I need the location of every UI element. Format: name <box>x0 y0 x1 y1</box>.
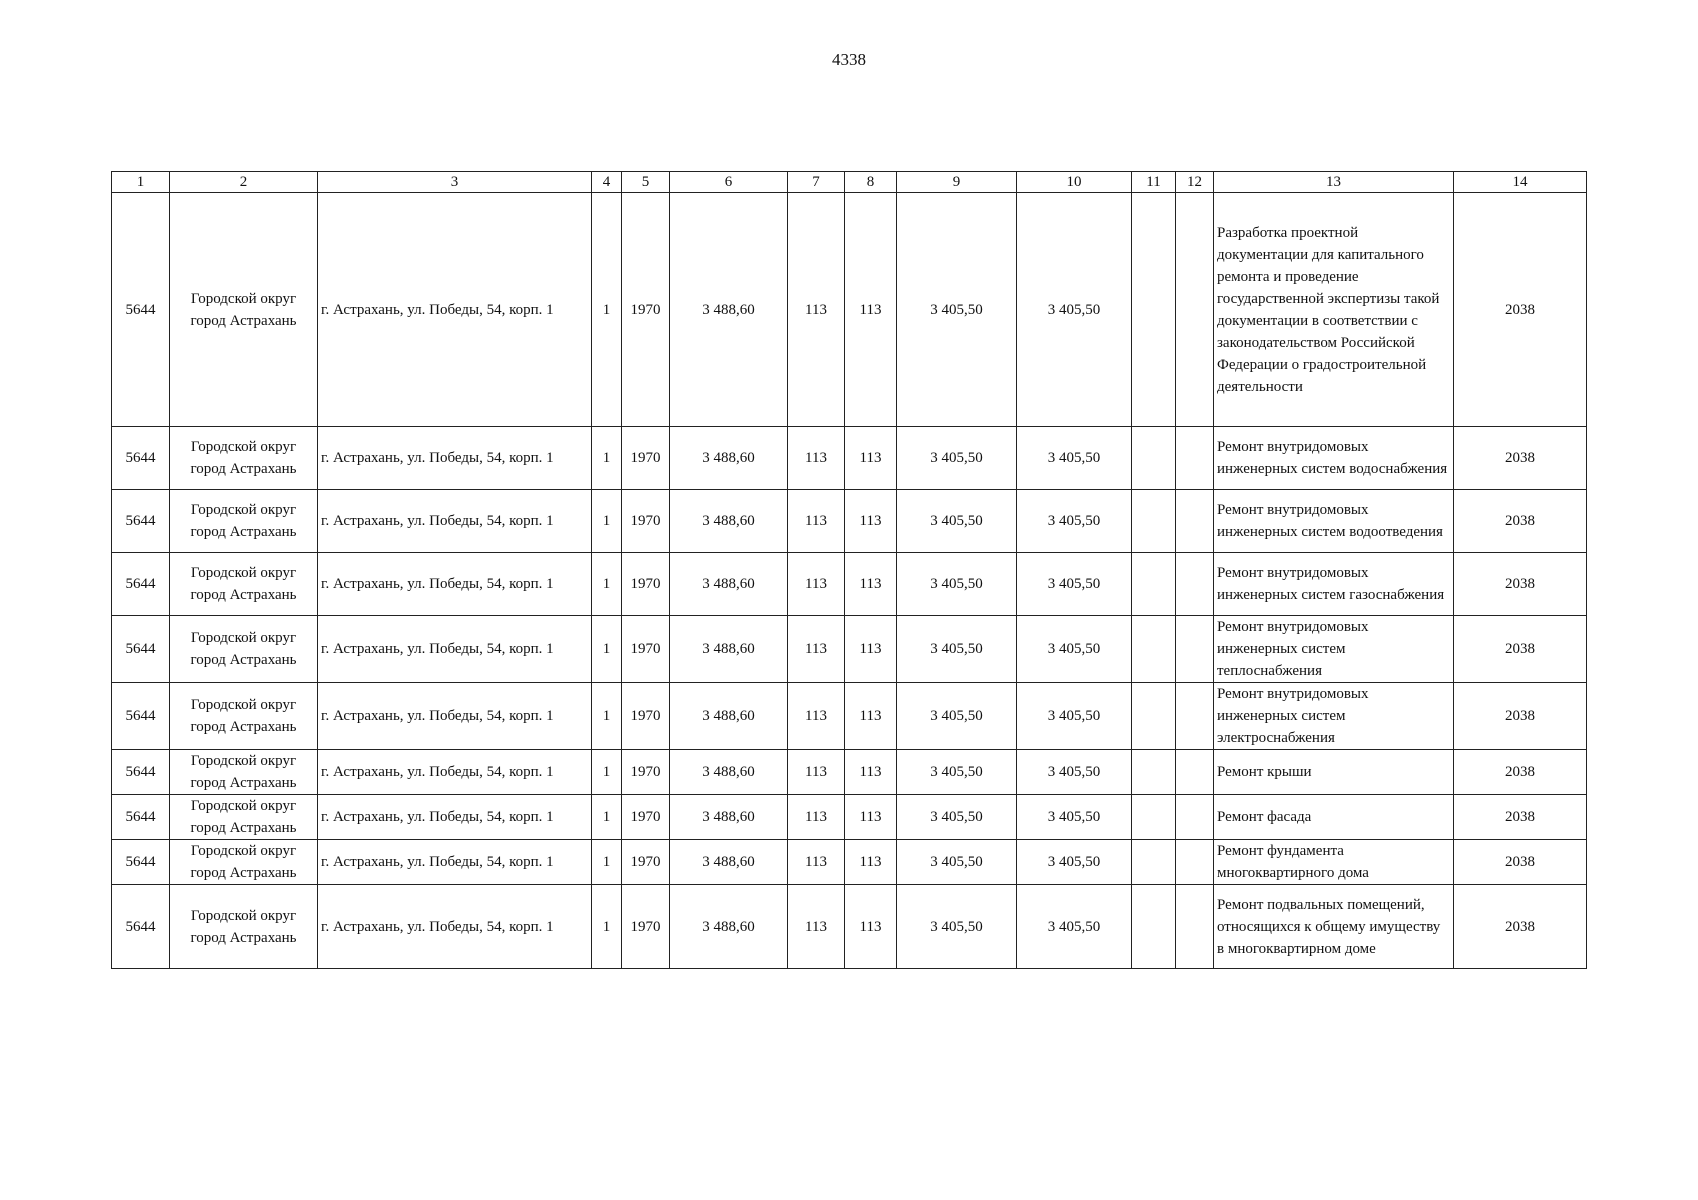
cell-col4: 1 <box>592 683 622 750</box>
cell-col9: 3 405,50 <box>897 795 1017 840</box>
col-header-4: 4 <box>592 172 622 193</box>
cell-plan-year: 2038 <box>1454 795 1587 840</box>
col-header-11: 11 <box>1132 172 1176 193</box>
cell-col10: 3 405,50 <box>1017 193 1132 427</box>
cell-col12 <box>1176 616 1214 683</box>
cell-col11 <box>1132 795 1176 840</box>
cell-address: г. Астрахань, ул. Победы, 54, корп. 1 <box>318 193 592 427</box>
cell-col9: 3 405,50 <box>897 553 1017 616</box>
cell-col4: 1 <box>592 885 622 969</box>
cell-work-type: Ремонт крыши <box>1214 750 1454 795</box>
cell-address: г. Астрахань, ул. Победы, 54, корп. 1 <box>318 840 592 885</box>
cell-id: 5644 <box>112 427 170 490</box>
cell-municipality: Городской округ город Астрахань <box>170 490 318 553</box>
cell-col10: 3 405,50 <box>1017 427 1132 490</box>
cell-col7: 113 <box>788 616 845 683</box>
cell-col6: 3 488,60 <box>670 553 788 616</box>
cell-col6: 3 488,60 <box>670 490 788 553</box>
cell-col4: 1 <box>592 750 622 795</box>
cell-municipality: Городской округ город Астрахань <box>170 840 318 885</box>
cell-col12 <box>1176 750 1214 795</box>
cell-col4: 1 <box>592 616 622 683</box>
cell-col8: 113 <box>845 885 897 969</box>
cell-work-type: Ремонт внутридомовых инженерных систем электроснабжения <box>1214 683 1454 750</box>
cell-col10: 3 405,50 <box>1017 616 1132 683</box>
cell-plan-year: 2038 <box>1454 616 1587 683</box>
cell-col4: 1 <box>592 193 622 427</box>
cell-col11 <box>1132 490 1176 553</box>
cell-work-type: Разработка проектной документации для капитального ремонта и проведение государственной экспертизы такой документации в соответствии с законодательством Российской Федерации о градостроительной деятельности <box>1214 193 1454 427</box>
cell-col12 <box>1176 553 1214 616</box>
cell-year: 1970 <box>622 193 670 427</box>
col-header-8: 8 <box>845 172 897 193</box>
cell-year: 1970 <box>622 885 670 969</box>
cell-year: 1970 <box>622 553 670 616</box>
cell-plan-year: 2038 <box>1454 750 1587 795</box>
col-header-2: 2 <box>170 172 318 193</box>
cell-year: 1970 <box>622 616 670 683</box>
cell-col11 <box>1132 840 1176 885</box>
capital-repair-table <box>111 171 1587 969</box>
col-header-14: 14 <box>1454 172 1587 193</box>
cell-municipality: Городской округ город Астрахань <box>170 193 318 427</box>
cell-col9: 3 405,50 <box>897 193 1017 427</box>
cell-municipality: Городской округ город Астрахань <box>170 795 318 840</box>
table-row <box>112 750 1587 795</box>
cell-address: г. Астрахань, ул. Победы, 54, корп. 1 <box>318 616 592 683</box>
cell-work-type: Ремонт внутридомовых инженерных систем теплоснабжения <box>1214 616 1454 683</box>
cell-work-type: Ремонт фундамента многоквартирного дома <box>1214 840 1454 885</box>
cell-id: 5644 <box>112 750 170 795</box>
cell-col8: 113 <box>845 490 897 553</box>
cell-col4: 1 <box>592 427 622 490</box>
cell-col4: 1 <box>592 553 622 616</box>
cell-plan-year: 2038 <box>1454 193 1587 427</box>
cell-col8: 113 <box>845 795 897 840</box>
cell-col11 <box>1132 885 1176 969</box>
cell-col12 <box>1176 795 1214 840</box>
cell-col6: 3 488,60 <box>670 616 788 683</box>
cell-col11 <box>1132 750 1176 795</box>
cell-id: 5644 <box>112 683 170 750</box>
cell-col12 <box>1176 193 1214 427</box>
cell-col11 <box>1132 683 1176 750</box>
cell-col12 <box>1176 840 1214 885</box>
cell-address: г. Астрахань, ул. Победы, 54, корп. 1 <box>318 427 592 490</box>
cell-col10: 3 405,50 <box>1017 750 1132 795</box>
cell-col8: 113 <box>845 616 897 683</box>
col-header-12: 12 <box>1176 172 1214 193</box>
cell-col9: 3 405,50 <box>897 885 1017 969</box>
cell-col6: 3 488,60 <box>670 840 788 885</box>
header-row <box>112 172 1587 193</box>
cell-work-type: Ремонт внутридомовых инженерных систем газоснабжения <box>1214 553 1454 616</box>
cell-col10: 3 405,50 <box>1017 795 1132 840</box>
cell-year: 1970 <box>622 490 670 553</box>
cell-id: 5644 <box>112 193 170 427</box>
cell-col10: 3 405,50 <box>1017 553 1132 616</box>
cell-id: 5644 <box>112 795 170 840</box>
cell-col6: 3 488,60 <box>670 885 788 969</box>
cell-col7: 113 <box>788 490 845 553</box>
cell-col11 <box>1132 553 1176 616</box>
col-header-6: 6 <box>670 172 788 193</box>
table-row <box>112 553 1587 616</box>
col-header-3: 3 <box>318 172 592 193</box>
col-header-13: 13 <box>1214 172 1454 193</box>
table-row <box>112 683 1587 750</box>
cell-address: г. Астрахань, ул. Победы, 54, корп. 1 <box>318 683 592 750</box>
cell-col9: 3 405,50 <box>897 840 1017 885</box>
cell-col6: 3 488,60 <box>670 795 788 840</box>
cell-col8: 113 <box>845 840 897 885</box>
cell-municipality: Городской округ город Астрахань <box>170 553 318 616</box>
cell-address: г. Астрахань, ул. Победы, 54, корп. 1 <box>318 750 592 795</box>
cell-plan-year: 2038 <box>1454 885 1587 969</box>
cell-col11 <box>1132 616 1176 683</box>
cell-col7: 113 <box>788 750 845 795</box>
cell-col10: 3 405,50 <box>1017 490 1132 553</box>
cell-col7: 113 <box>788 885 845 969</box>
cell-work-type: Ремонт фасада <box>1214 795 1454 840</box>
cell-municipality: Городской округ город Астрахань <box>170 885 318 969</box>
cell-municipality: Городской округ город Астрахань <box>170 683 318 750</box>
cell-year: 1970 <box>622 795 670 840</box>
cell-col9: 3 405,50 <box>897 616 1017 683</box>
cell-municipality: Городской округ город Астрахань <box>170 427 318 490</box>
table-row <box>112 795 1587 840</box>
cell-work-type: Ремонт внутридомовых инженерных систем водоснабжения <box>1214 427 1454 490</box>
cell-col6: 3 488,60 <box>670 427 788 490</box>
cell-col6: 3 488,60 <box>670 750 788 795</box>
cell-col7: 113 <box>788 795 845 840</box>
page-number: 4338 <box>832 50 866 69</box>
cell-municipality: Городской округ город Астрахань <box>170 750 318 795</box>
cell-col7: 113 <box>788 193 845 427</box>
col-header-9: 9 <box>897 172 1017 193</box>
cell-work-type: Ремонт подвальных помещений, относящихся к общему имуществу в многоквартирном доме <box>1214 885 1454 969</box>
cell-col11 <box>1132 427 1176 490</box>
cell-id: 5644 <box>112 885 170 969</box>
cell-col7: 113 <box>788 553 845 616</box>
cell-col12 <box>1176 490 1214 553</box>
cell-id: 5644 <box>112 490 170 553</box>
cell-plan-year: 2038 <box>1454 553 1587 616</box>
cell-col12 <box>1176 885 1214 969</box>
cell-col8: 113 <box>845 683 897 750</box>
cell-col10: 3 405,50 <box>1017 885 1132 969</box>
table-row <box>112 490 1587 553</box>
cell-col7: 113 <box>788 683 845 750</box>
cell-year: 1970 <box>622 683 670 750</box>
cell-id: 5644 <box>112 840 170 885</box>
cell-col12 <box>1176 427 1214 490</box>
cell-id: 5644 <box>112 616 170 683</box>
cell-col4: 1 <box>592 795 622 840</box>
cell-plan-year: 2038 <box>1454 840 1587 885</box>
cell-municipality: Городской округ город Астрахань <box>170 616 318 683</box>
cell-work-type: Ремонт внутридомовых инженерных систем водоотведения <box>1214 490 1454 553</box>
cell-plan-year: 2038 <box>1454 427 1587 490</box>
cell-col8: 113 <box>845 427 897 490</box>
table-row <box>112 840 1587 885</box>
cell-col11 <box>1132 193 1176 427</box>
cell-col6: 3 488,60 <box>670 683 788 750</box>
cell-col9: 3 405,50 <box>897 490 1017 553</box>
cell-col8: 113 <box>845 553 897 616</box>
table-row <box>112 427 1587 490</box>
cell-plan-year: 2038 <box>1454 490 1587 553</box>
cell-col9: 3 405,50 <box>897 683 1017 750</box>
col-header-1: 1 <box>112 172 170 193</box>
cell-address: г. Астрахань, ул. Победы, 54, корп. 1 <box>318 885 592 969</box>
cell-col7: 113 <box>788 840 845 885</box>
cell-address: г. Астрахань, ул. Победы, 54, корп. 1 <box>318 490 592 553</box>
table-row <box>112 616 1587 683</box>
cell-col8: 113 <box>845 193 897 427</box>
cell-col9: 3 405,50 <box>897 427 1017 490</box>
col-header-10: 10 <box>1017 172 1132 193</box>
table-row <box>112 193 1587 427</box>
cell-col6: 3 488,60 <box>670 193 788 427</box>
col-header-7: 7 <box>788 172 845 193</box>
cell-col12 <box>1176 683 1214 750</box>
cell-col4: 1 <box>592 490 622 553</box>
cell-plan-year: 2038 <box>1454 683 1587 750</box>
cell-col10: 3 405,50 <box>1017 683 1132 750</box>
cell-year: 1970 <box>622 750 670 795</box>
col-header-5: 5 <box>622 172 670 193</box>
cell-col10: 3 405,50 <box>1017 840 1132 885</box>
cell-id: 5644 <box>112 553 170 616</box>
cell-address: г. Астрахань, ул. Победы, 54, корп. 1 <box>318 795 592 840</box>
cell-year: 1970 <box>622 840 670 885</box>
cell-col4: 1 <box>592 840 622 885</box>
cell-col9: 3 405,50 <box>897 750 1017 795</box>
cell-year: 1970 <box>622 427 670 490</box>
cell-col7: 113 <box>788 427 845 490</box>
cell-col8: 113 <box>845 750 897 795</box>
cell-address: г. Астрахань, ул. Победы, 54, корп. 1 <box>318 553 592 616</box>
table-row <box>112 885 1587 969</box>
